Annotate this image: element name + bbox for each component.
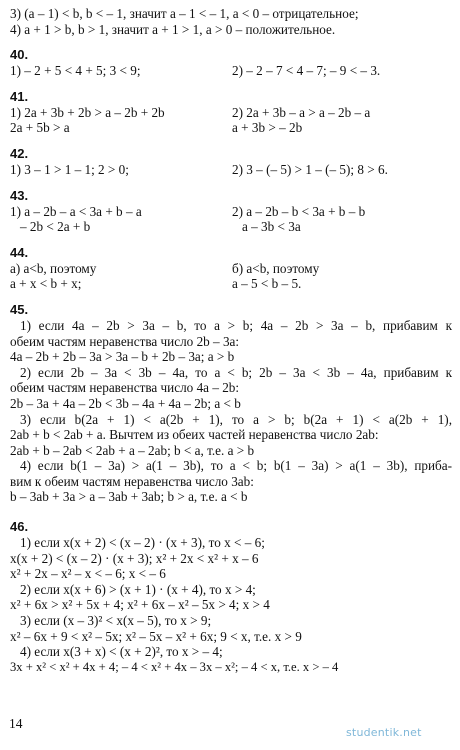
text-line: 3x + x² < x² + 4x + 4; – 4 < x² + 4x – 3x – x²; – 4 < x, т.е. x > – 4 [10, 659, 339, 674]
answer-left: 2a + 5b > a [10, 120, 70, 136]
text-line: x² – 6x + 9 < x² – 5x; x² – 5x – x² + 6x; 9 < x, т.е. x > 9 [10, 628, 302, 644]
text-line: 2ab + b – 2ab < 2ab + a – 2ab; b < a, т.е. a > b [10, 442, 255, 458]
answer-row [10, 120, 452, 136]
answer-left: a + x < b + x; [10, 276, 82, 292]
answer-row [10, 219, 452, 235]
problem-number-42: 42. [10, 145, 29, 161]
problem-number-44: 44. [10, 244, 29, 260]
answer-left: 1) 3 – 1 > 1 – 1; 2 > 0; [10, 161, 129, 177]
text-line: 4) если b(1 – 3a) > a(1 – 3b), то a < b; b(1 – 3a) > a(1 – 3b), приба- [20, 458, 452, 474]
problem-number-46: 46. [10, 519, 29, 535]
problem-number-41: 41. [10, 88, 29, 104]
problem-number-45: 45. [10, 301, 29, 317]
page-content [10, 6, 452, 675]
text-line: обеим частям неравенства число 2b – 3a: [10, 333, 240, 349]
text-line: 2ab + b < 2ab + a. Вычтем из обеих частей неравенства число 2ab: [10, 427, 379, 443]
answer-row [10, 261, 452, 277]
answer-row [10, 204, 452, 220]
text-line: x(x + 2) < (x – 2) · (x + 3); x² + 2x < x² + x – 6 [10, 550, 259, 566]
text-line: обеим частям неравенства число 4a – 2b: [10, 380, 240, 396]
answer-right: 2) – 2 – 7 < 4 – 7; – 9 < – 3. [232, 63, 381, 79]
answer-right: a + 3b > – 2b [232, 120, 303, 136]
answer-row [10, 105, 452, 121]
text-line: 1) если x(x + 2) < (x – 2) · (x + 3), то x < – 6; [20, 535, 265, 551]
text-line: 3) если b(2a + 1) < a(2b + 1), то a > b; b(2a + 1) < a(2b + 1), [20, 411, 452, 427]
text-line: 2) если x(x + 6) > (x + 1) · (x + 4), то x > 4; [20, 581, 256, 597]
text-line: 4a – 2b + 2b – 3a > 3a – b + 2b – 3a; a > b [10, 349, 235, 365]
text-line: b – 3ab + 3a > a – 3ab + 3ab; b > a, т.е. a < b [10, 489, 248, 505]
answer-row [10, 162, 452, 178]
text-line: 3) если (x – 3)² < x(x – 5), то x > 9; [20, 613, 212, 629]
text-line: 2) если 2b – 3a < 3b – 4a, то a < b; 2b – 3a < 3b – 4a, прибавим к [20, 364, 452, 380]
answer-left: а) a<b, поэтому [10, 260, 97, 276]
page-number: 14 [9, 716, 23, 731]
answer-row [10, 276, 452, 292]
text-line: 3) (a – 1) < b, b < – 1, значит a – 1 < – 1, a < 0 – отрицательное; [10, 6, 359, 21]
answer-right: 2) a – 2b – b < 3a + b – b [232, 203, 366, 219]
text-line: x² + 2x – x² – x < – 6; x < – 6 [10, 566, 166, 582]
answer-right: a – 3b < 3a [242, 219, 301, 235]
answer-left: 1) 2a + 3b + 2b > a – 2b + 2b [10, 104, 165, 120]
text-line: вим к обеим частям неравенства число 3ab: [10, 473, 254, 489]
text-line: 2b – 3a + 4a – 2b < 3b – 4a + 4a – 2b; a < b [10, 395, 241, 411]
answer-row [10, 63, 452, 79]
answer-right: 2) 3 – (– 5) > 1 – (– 5); 8 > 6. [232, 161, 388, 177]
text-line: 1) если 4a – 2b > 3a – b, то a > b; 4a – 2b > 3a – b, прибавим к [20, 317, 452, 333]
problem-number-43: 43. [10, 187, 29, 203]
text-line: x² + 6x > x² + 5x + 4; x² + 6x – x² – 5x > 4; x > 4 [10, 597, 270, 613]
answer-left: 1) a – 2b – a < 3a + b – a [10, 203, 142, 219]
answer-right: a – 5 < b – 5. [232, 276, 302, 292]
answer-left: – 2b < 2a + b [20, 219, 91, 235]
problem-number-40: 40. [10, 47, 29, 63]
answer-right: 2) 2a + 3b – a > a – 2b – a [232, 104, 371, 120]
watermark: studentik.net [346, 726, 422, 739]
answer-right: б) a<b, поэтому [232, 260, 320, 276]
text-line: 4) если x(3 + x) < (x + 2)², то x > – 4; [20, 644, 223, 660]
answer-left: 1) – 2 + 5 < 4 + 5; 3 < 9; [10, 63, 141, 79]
text-line: 4) a + 1 > b, b > 1, значит a + 1 > 1, a > 0 – положительное. [10, 21, 336, 37]
